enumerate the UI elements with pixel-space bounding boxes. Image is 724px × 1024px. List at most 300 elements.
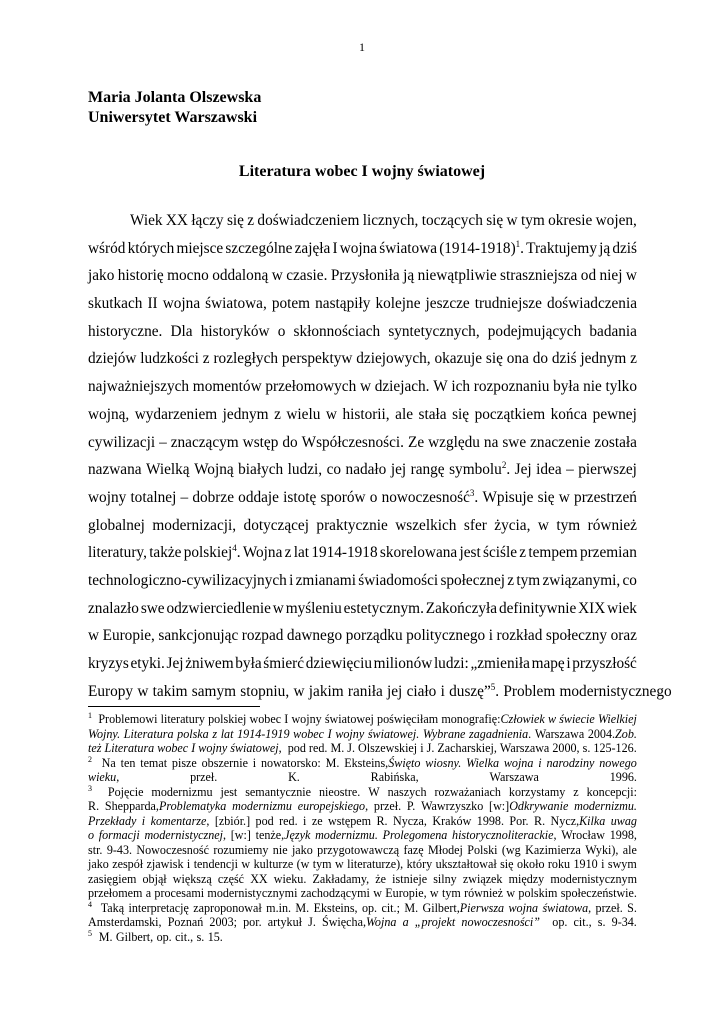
word-group <box>376 814 387 829</box>
word-group <box>208 930 223 945</box>
word: na <box>483 433 499 451</box>
word-group <box>428 843 463 858</box>
word: wśród <box>88 239 126 257</box>
word-group <box>163 290 200 318</box>
word-group <box>293 678 304 706</box>
word: istnieje <box>392 871 428 886</box>
word: kryzys <box>88 655 129 672</box>
word-group <box>256 828 311 843</box>
word: – <box>180 488 189 506</box>
word-group <box>151 814 210 829</box>
footnote-line-text <box>88 930 637 945</box>
word-group <box>340 235 377 263</box>
word-group <box>451 373 470 401</box>
word: ten <box>120 755 136 770</box>
word-group <box>88 373 189 401</box>
word: światowa, <box>205 295 267 313</box>
word: wojna <box>508 900 539 915</box>
word: jest <box>220 784 238 799</box>
word-group <box>500 857 513 872</box>
word: z <box>274 405 281 423</box>
word-group <box>528 539 577 567</box>
word-group <box>288 456 322 484</box>
footnote-ref: 3 <box>88 783 92 793</box>
footnote-ref: 2 <box>501 460 507 471</box>
word-group <box>421 799 483 814</box>
word-group <box>250 712 282 727</box>
word: w <box>429 886 439 900</box>
word-group <box>335 857 344 872</box>
body-line-text <box>88 622 637 650</box>
word-group <box>288 741 306 756</box>
word: tendencji <box>193 857 239 871</box>
word: Europie, <box>385 886 427 900</box>
word-group <box>408 429 424 457</box>
word-group <box>284 712 288 727</box>
word-group <box>215 814 250 829</box>
word: temat <box>140 755 168 770</box>
word: nowego <box>599 755 637 770</box>
word: ale <box>622 842 637 857</box>
word: przeł. <box>595 900 623 915</box>
word-group <box>184 539 241 567</box>
word-group <box>98 712 157 727</box>
word: narodziny <box>546 755 595 770</box>
word-group <box>530 429 590 457</box>
word: z <box>573 784 579 799</box>
word-group <box>261 756 321 771</box>
word: też <box>88 741 102 755</box>
word-group <box>325 712 374 727</box>
word: Nycza, <box>393 813 427 828</box>
word-group <box>585 843 618 858</box>
word: 2004. <box>587 726 616 741</box>
word-group <box>535 727 584 742</box>
footnote-ref: 1 <box>515 238 521 249</box>
word: op. <box>552 915 568 929</box>
word: 1998. <box>476 813 504 828</box>
word-group <box>328 814 371 829</box>
word-group <box>346 456 387 484</box>
word: rozważaniach <box>434 784 501 799</box>
word-group <box>190 770 217 785</box>
word-group <box>238 456 283 484</box>
word: oddaje <box>238 488 279 506</box>
word: korzystamy <box>508 784 566 799</box>
word: W <box>433 378 448 396</box>
word: z <box>630 350 637 368</box>
word: zagadnienia <box>469 726 529 741</box>
word: I <box>327 726 332 741</box>
word-group <box>105 799 226 814</box>
body-line <box>88 678 672 706</box>
body-line-text <box>88 484 637 512</box>
word: w <box>537 516 549 534</box>
word-group <box>191 741 195 756</box>
word: licznych, <box>362 212 419 229</box>
word: sankcjonując <box>158 627 239 645</box>
word: potem <box>271 295 311 313</box>
word-group <box>176 235 223 263</box>
word: formacji <box>98 828 140 842</box>
word-group <box>358 567 438 595</box>
word-group <box>502 429 526 457</box>
word: jako <box>88 857 109 871</box>
word-group <box>574 484 637 512</box>
word-group <box>209 915 237 930</box>
word: i <box>440 682 445 700</box>
word-group <box>175 930 193 945</box>
word-group <box>130 650 164 678</box>
word: historycznoliterackie <box>452 828 554 842</box>
word: znaczenie <box>530 433 591 451</box>
word-group <box>88 799 99 814</box>
page-number: 1 <box>359 40 365 54</box>
word-group <box>411 456 445 484</box>
word-group <box>108 785 144 800</box>
word: Polski <box>467 842 498 857</box>
word-group <box>266 901 291 916</box>
word-group <box>330 741 344 756</box>
word: XX <box>250 871 268 886</box>
word: 125-126. <box>593 741 637 755</box>
word: semantycznie <box>245 784 312 799</box>
word-group <box>407 678 437 706</box>
word: I <box>191 741 196 755</box>
word-group <box>441 678 445 706</box>
word-group <box>238 484 279 512</box>
word-group <box>167 262 209 290</box>
word: i <box>420 741 424 755</box>
word-group <box>282 345 353 373</box>
word-group <box>387 678 402 706</box>
word: s. <box>196 929 205 944</box>
word: etyki. <box>130 655 165 672</box>
word-group <box>346 622 403 650</box>
word: z <box>212 726 218 741</box>
word: momentów <box>192 378 262 396</box>
word: w <box>625 267 637 285</box>
word: w <box>335 857 344 871</box>
word-group <box>507 345 529 373</box>
word-group <box>212 727 217 742</box>
word: Zakończyła <box>425 599 498 617</box>
word-group <box>598 712 637 727</box>
word-group <box>466 756 499 771</box>
word-group <box>237 727 289 742</box>
word-group <box>207 886 297 901</box>
word-group <box>171 429 239 457</box>
word: w <box>506 212 518 229</box>
body-line-text <box>88 345 637 373</box>
word: dziewięciu <box>305 655 372 672</box>
word: cywilizacji <box>88 433 156 451</box>
word-group <box>208 712 246 727</box>
word: J. <box>308 915 316 929</box>
word: dziś <box>551 350 577 368</box>
word: tym <box>516 571 541 589</box>
word-group <box>205 290 267 318</box>
word-group <box>525 843 581 858</box>
word: rozpoznaniu <box>473 378 550 396</box>
word: Przysłoniła <box>330 267 400 285</box>
word: . <box>474 488 479 506</box>
body-line-text <box>88 539 637 567</box>
word-group <box>243 915 261 930</box>
word: myśleniu <box>285 599 342 617</box>
word: w <box>373 886 382 900</box>
word: Wielką <box>146 461 190 479</box>
word-group <box>146 886 151 901</box>
word-group <box>315 828 378 843</box>
word-group <box>308 915 316 930</box>
word-group <box>442 886 461 901</box>
word: modernizacji, <box>152 516 237 534</box>
footnote-ref: 1 <box>88 710 92 720</box>
word: Literatura <box>104 741 155 755</box>
word: i <box>252 755 257 770</box>
paper-title: Literatura wobec I wojny światowej <box>238 163 486 180</box>
word-group <box>589 318 637 346</box>
word-group <box>121 756 136 771</box>
word: M. <box>325 755 340 770</box>
word: stopniu, <box>240 682 290 700</box>
word: wojny <box>335 726 365 741</box>
word-group <box>161 712 205 727</box>
word-group <box>548 207 592 235</box>
word: Shepparda, <box>104 799 159 813</box>
word: część <box>217 871 245 886</box>
word: Prolegomena <box>382 828 448 842</box>
word: wojny <box>198 741 228 755</box>
footnote-ref: 3 <box>469 487 475 498</box>
word-group <box>415 915 456 930</box>
word: Warszawa <box>534 726 585 741</box>
word-group <box>278 318 286 346</box>
word: Pojęcie <box>107 784 144 799</box>
body-line-text <box>88 512 637 540</box>
word: [zbiór.] <box>214 813 251 828</box>
word: co <box>622 571 637 589</box>
word-group <box>243 539 283 567</box>
word: Święto <box>388 755 421 770</box>
word: mocno <box>167 267 209 285</box>
word-group <box>223 401 269 429</box>
word: s. <box>582 741 591 755</box>
word-group <box>430 886 439 901</box>
word-group <box>499 595 576 623</box>
word-group <box>519 539 526 567</box>
word-group <box>548 712 556 727</box>
word-group <box>88 262 114 290</box>
word: 2003; <box>209 915 237 929</box>
word-group <box>177 727 209 742</box>
word: silny <box>433 871 457 886</box>
word: i <box>488 627 493 645</box>
word: żniwem <box>185 655 234 672</box>
word: rozkład <box>496 627 543 645</box>
word: artykuł <box>267 915 302 929</box>
word-group <box>88 650 129 678</box>
word-group <box>288 770 300 785</box>
word: w <box>88 627 100 645</box>
word-group <box>374 650 433 678</box>
word: koncepcji: <box>586 784 637 799</box>
word: milionów <box>373 655 433 672</box>
word: do <box>532 350 549 368</box>
word: wstęp <box>242 433 279 451</box>
word-group <box>250 872 267 887</box>
word: tym <box>441 886 461 900</box>
word-group <box>274 401 281 429</box>
word: trudniejsze <box>474 295 542 313</box>
word-group <box>194 857 238 872</box>
word: tym <box>520 212 545 229</box>
word-group <box>395 512 456 540</box>
word-group <box>152 512 236 540</box>
word: rozumiemy <box>213 842 269 857</box>
word-group <box>287 622 342 650</box>
word-group <box>128 235 175 263</box>
word: Amsterdamski, <box>88 915 162 929</box>
word: por. <box>243 915 262 929</box>
word: czasie. <box>286 267 328 285</box>
word: nie <box>583 378 602 396</box>
word-group <box>464 512 487 540</box>
word-group <box>403 843 423 858</box>
body-line-text <box>88 595 637 623</box>
footnote-line <box>88 901 637 916</box>
word: M. <box>404 900 419 915</box>
word-group <box>440 567 505 595</box>
word: wojna <box>503 755 534 770</box>
word-group <box>268 915 302 930</box>
word-group <box>265 373 356 401</box>
word: takim <box>152 682 188 700</box>
word-group <box>607 595 637 623</box>
word-group <box>561 828 605 843</box>
word: w <box>359 378 372 396</box>
word: przełomowych <box>265 378 357 396</box>
word-group <box>88 741 101 756</box>
word: Wrocław <box>561 828 606 842</box>
word-group <box>517 857 545 872</box>
word-group <box>107 843 132 858</box>
word: większą <box>172 871 212 886</box>
word-group <box>88 290 142 318</box>
word-group <box>112 857 143 872</box>
word-group <box>296 567 356 595</box>
word-group <box>381 901 399 916</box>
word-group <box>151 785 212 800</box>
footnote-line <box>88 843 637 858</box>
body-line <box>88 622 637 650</box>
word: tempem <box>528 544 578 562</box>
word: red. <box>279 813 298 828</box>
word-group <box>459 539 480 567</box>
word-group <box>88 828 94 843</box>
word: mapę <box>531 655 565 672</box>
word-group <box>314 901 358 916</box>
word-group <box>371 770 419 785</box>
word: m.in. <box>266 900 292 915</box>
word-group <box>623 567 637 595</box>
word: polska <box>177 726 209 741</box>
word-group <box>518 886 557 901</box>
word: Gilbert, <box>115 929 154 944</box>
word: Wielkiej <box>597 712 637 726</box>
word: światowej <box>324 712 374 726</box>
body-line <box>88 290 637 318</box>
word: 1910 <box>573 857 598 871</box>
word: Problem <box>503 682 556 700</box>
word: wobec <box>157 741 189 755</box>
word-group <box>627 901 637 916</box>
word: ich <box>451 378 471 396</box>
word: 9-43. <box>106 842 133 857</box>
word-group <box>88 814 136 829</box>
body-line-text <box>88 456 637 484</box>
word: tym <box>312 857 332 871</box>
word: Wojny. <box>88 726 121 741</box>
word-group <box>469 727 531 742</box>
word: związanymi, <box>542 571 621 589</box>
word: tylko <box>605 378 637 396</box>
word-group <box>385 886 426 901</box>
word: technologiczno-cywilizacyjnych <box>88 571 287 589</box>
footnote-line-text <box>88 799 637 814</box>
word: Nowoczesność <box>136 842 209 857</box>
word-group <box>509 814 528 829</box>
word: społecznej <box>440 571 505 589</box>
word: skłonnościach <box>293 322 381 340</box>
word: dziś <box>612 239 637 257</box>
word: wstępem <box>328 813 372 828</box>
word-group <box>593 741 636 756</box>
word-group <box>311 539 377 567</box>
word-group <box>144 828 226 843</box>
word: zaproponował <box>193 900 262 915</box>
word: Problemowi <box>98 712 158 726</box>
word: porządku <box>345 627 403 645</box>
word: i <box>566 655 571 672</box>
word: cit., <box>573 915 592 929</box>
word-group <box>282 429 297 457</box>
word-group <box>88 539 147 567</box>
word: dotyczącej <box>243 516 309 534</box>
word: lat <box>220 726 234 741</box>
word-group <box>309 741 327 756</box>
word: Por. <box>509 813 529 828</box>
body-line <box>88 650 637 678</box>
word-group <box>423 727 466 742</box>
word-group <box>136 843 209 858</box>
word: ludzi: <box>433 655 469 672</box>
word: wydarzeniem <box>134 405 218 423</box>
word: się <box>485 350 503 368</box>
word: zasięgiem <box>88 871 137 886</box>
word-group <box>232 799 292 814</box>
word-group <box>534 814 545 829</box>
word-group <box>225 235 292 263</box>
word: znaczącym <box>170 433 239 451</box>
word: z <box>519 544 527 562</box>
word-group <box>326 401 337 429</box>
footnote-line <box>88 785 637 800</box>
word-group <box>475 290 542 318</box>
word: I <box>332 239 338 257</box>
word-group <box>356 345 430 373</box>
